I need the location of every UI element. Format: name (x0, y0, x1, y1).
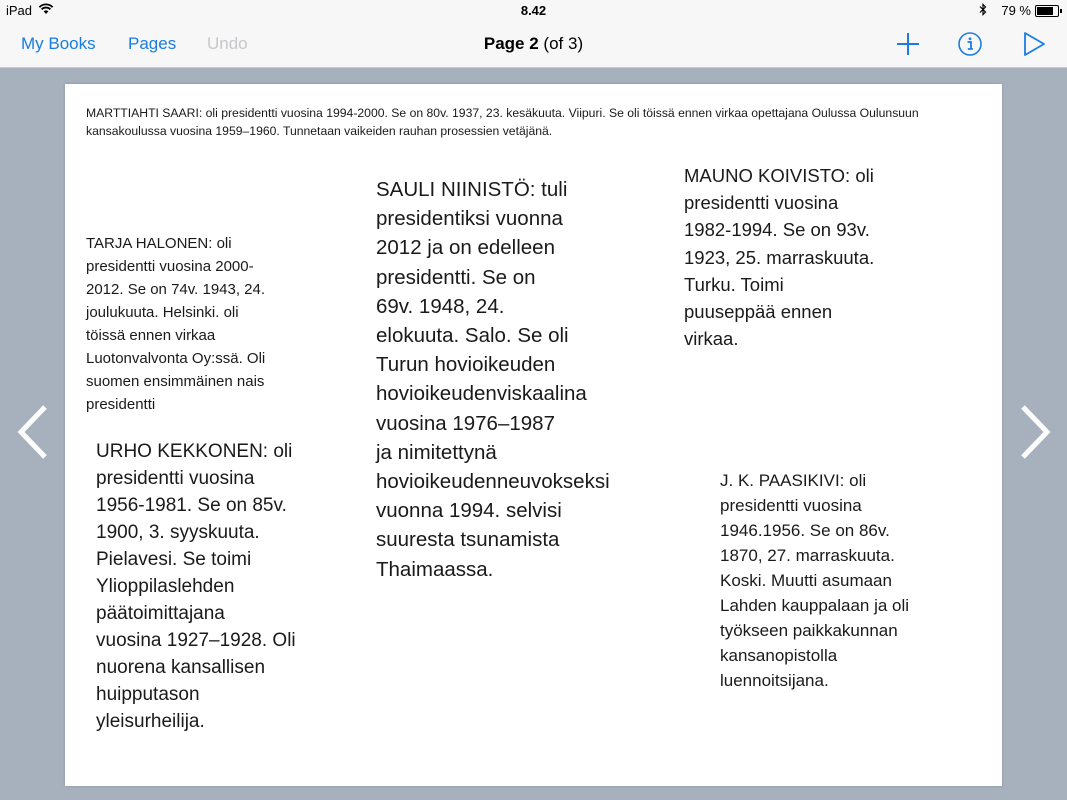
text-box-niinisto[interactable]: SAULI NIINISTÖ: tuli presidentiksi vuonna 2012 ja on edelleen presidentti. Se on 69v. 1948, 24. elokuuta. Salo. Se oli Turun hovioikeuden hovioikeudenviskaalina vuosina 1976–1987 ja nimitettynä hovioikeudenneuvokseksi vuonna 1994. selvisi suuresta tsunamista Thaimaassa. (376, 178, 610, 581)
plus-icon[interactable] (894, 30, 922, 58)
book-page (65, 84, 1002, 786)
page-title-current: Page 2 (483, 34, 539, 53)
text-box-paasikivi[interactable]: J. K. PAASIKIVI: oli presidentti vuosina 1946.1956. Se on 86v. 1870, 27. marraskuuta. Koski. Muutti asumaan Lahden kauppalaan ja oli työkseen paikkakunnan kansanopistolla luennoitsijana. (720, 471, 910, 690)
clock: 8.42 (520, 3, 547, 18)
info-icon[interactable] (956, 30, 984, 58)
text-box-kekkonen[interactable]: URHO KEKKONEN: oli presidentti vuosina 1956-1981. Se on 85v. 1900, 3. syyskuuta. Pielavesi. Se toimi Ylioppilaslehden päätoimittajana vuosina 1927–1928. Oli nuorena kansallisen huipputason yleisurheilija. (96, 441, 296, 732)
text-box-saari[interactable]: MARTTIAHTI SAARI: oli presidentti vuosina 1994-2000. Se on 80v. 1937, 23. kesäkuuta. Viipuri. Se oli töissä ennen virkaa opettajana Oulussa Oulunsuun kansakoulussa vuosina 1959–1960. Tunnetaan vaikeiden rauhan prosessien vetäjänä. (86, 106, 919, 138)
device-name: iPad (6, 3, 33, 18)
page-title-total: (of 3) (543, 34, 584, 53)
toolbar (0, 22, 1067, 68)
chevron-right-icon[interactable] (1016, 402, 1056, 462)
undo-button[interactable]: Undo (207, 34, 248, 53)
chevron-left-icon[interactable] (12, 402, 52, 462)
battery-percent: 79 % (1001, 3, 1031, 18)
pages-button[interactable]: Pages (128, 34, 177, 53)
play-icon[interactable] (1020, 30, 1048, 58)
battery-icon (1035, 5, 1059, 17)
bluetooth-icon (979, 3, 987, 19)
text-box-koivisto[interactable]: MAUNO KOIVISTO: oli presidentti vuosina 1982-1994. Se on 93v. 1923, 25. marraskuuta. Turku. Toimi puuseppää ennen virkaa. (684, 165, 875, 350)
my-books-button[interactable]: My Books (21, 34, 96, 53)
status-bar (0, 0, 1067, 22)
text-box-halonen[interactable]: TARJA HALONEN: oli presidentti vuosina 2000- 2012. Se on 74v. 1943, 24. joulukuuta. Helsinki. oli töissä ennen virkaa Luotonvalvonta Oy:ssä. Oli suomen ensimmäinen nais presidentti (86, 235, 266, 413)
